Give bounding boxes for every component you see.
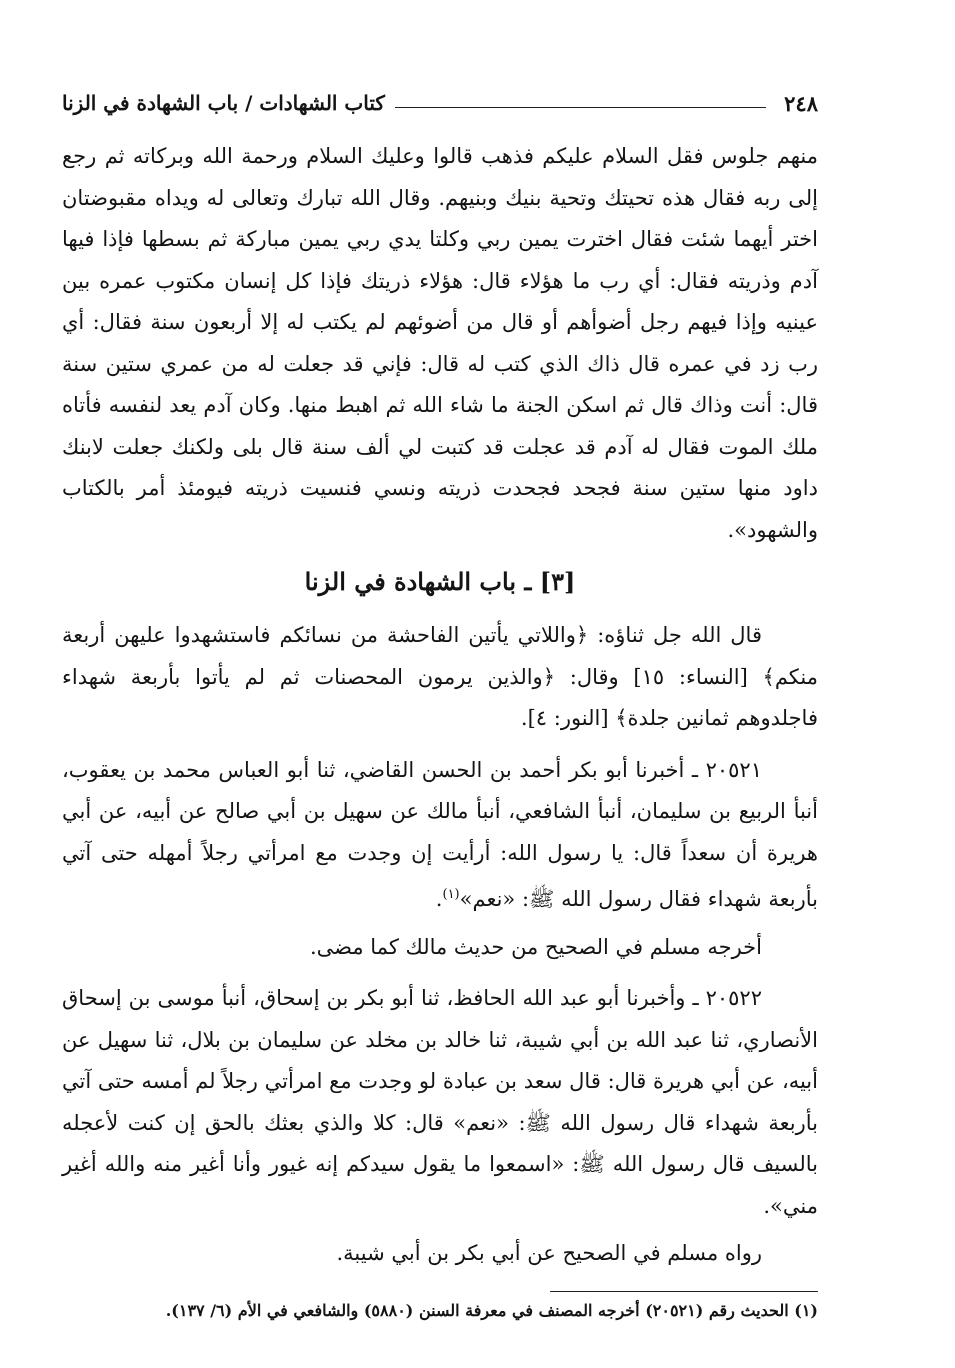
footnote-marker: (١) <box>442 887 460 902</box>
hadith-20521 <box>62 750 818 921</box>
header-rule <box>395 107 766 108</box>
page-number: ٢٤٨ <box>784 90 818 116</box>
intro-paragraph: منهم جلوس فقل السلام عليكم فذهب قالوا وعليك السلام ورحمة الله وبركاته ثم رجع إلى ربه فقال هذه تحيتك وتحية بنيك وبنيهم. وقال الله تبارك وتعالى له ويداه مقبوضتان اختر أيهما شئت فقال اخترت يمين ربي وكلتا يدي ربي يمين مباركة ثم بسطها فإذا فيها آدم وذريته فقال: أي رب ما هؤلاء قال: هؤلاء ذريتك فإذا كل إنسان مكتوب عمره بين عينيه وإذا فيهم رجل أضوأهم أو قال من أضوئهم لم يكتب له إلا أربعون سنة فقال: أي رب زد في عمره قال ذاك الذي كتب له قال: فإني قد جعلت له من عمري ستين سنة قال: أنت وذاك قال ثم اسكن الجنة ما شاء الله ثم اهبط منها. وكان آدم يعد لنفسه فأتاه ملك الموت فقال له آدم قد عجلت قد كتبت لي ألف سنة قال بلى ولكنك جعلت لابنك داود منها ستين سنة فجحد فجحدت ذريته ونسي فنسيت ذريته فيومئذ أمر بالكتاب والشهود». <box>62 144 818 542</box>
footnote: (١) الحديث رقم (٢٠٥٢١) أخرجه المصنف في معرفة السنن (٥٨٨٠) والشافعي في الأم (٦/ ١٣٧). <box>165 1300 818 1320</box>
hadith-20521-text: ٢٠٥٢١ ـ أخبرنا أبو بكر أحمد بن الحسن القاضي، ثنا أبو العباس محمد بن يعقوب، أنبأ الربيع بن سليمان، أنبأ الشافعي، أنبأ مالك عن سهيل بن أبي صالح عن أبيه، عن أبي هريرة أن سعداً قال: يا رسول الله: أرأيت إن وجدت مع امرأتي رجلاً أمهله حتى آتي بأربعة شهداء فقال رسول الله ﷺ: «نعم» <box>62 757 818 911</box>
hadith-20521-note: أخرجه مسلم في الصحيح من حديث مالك كما مضى. <box>309 934 762 959</box>
verse-paragraph: قال الله جل ثناؤه: ﴿واللاتي يأتين الفاحشة من نسائكم فاستشهدوا عليهن أربعة منكم﴾ [النساء: ١٥] وقال: ﴿والذين يرمون المحصنات ثم لم يأتوا بأربعة شهداء فاجلدوهم ثمانين جلدة﴾ [النور: ٤]. <box>62 623 818 730</box>
hadith-20522-note: رواه مسلم في الصحيح عن أبي بكر بن أبي شيبة. <box>336 1241 762 1265</box>
section-heading: [٣] ـ باب الشهادة في الزنا <box>304 567 576 596</box>
hadith-20521-end: . <box>435 887 443 911</box>
footnote-rule <box>550 1291 818 1292</box>
page <box>62 84 818 1326</box>
hadith-20522: ٢٠٥٢٢ ـ وأخبرنا أبو عبد الله الحافظ، ثنا أبو بكر بن إسحاق، أنبأ موسى بن إسحاق الأنصاري، ثنا عبد الله بن أبي شيبة، ثنا خالد بن مخلد عن سليمان بن بلال، ثنا سهيل عن أبيه، عن أبي هريرة قال: قال سعد بن عبادة لو وجدت مع امرأتي رجلاً لم أمسه حتى آتي بأربعة شهداء قال رسول الله ﷺ: «نعم» قال: كلا والذي بعثك بالحق إن كنت لأعجله بالسيف قال رسول الله ﷺ: «اسمعوا ما يقول سيدكم إنه غيور وأنا أغير منه والله أغير مني». <box>62 986 818 1218</box>
running-title: كتاب الشهادات / باب الشهادة في الزنا <box>62 91 385 115</box>
page-header <box>62 84 818 122</box>
